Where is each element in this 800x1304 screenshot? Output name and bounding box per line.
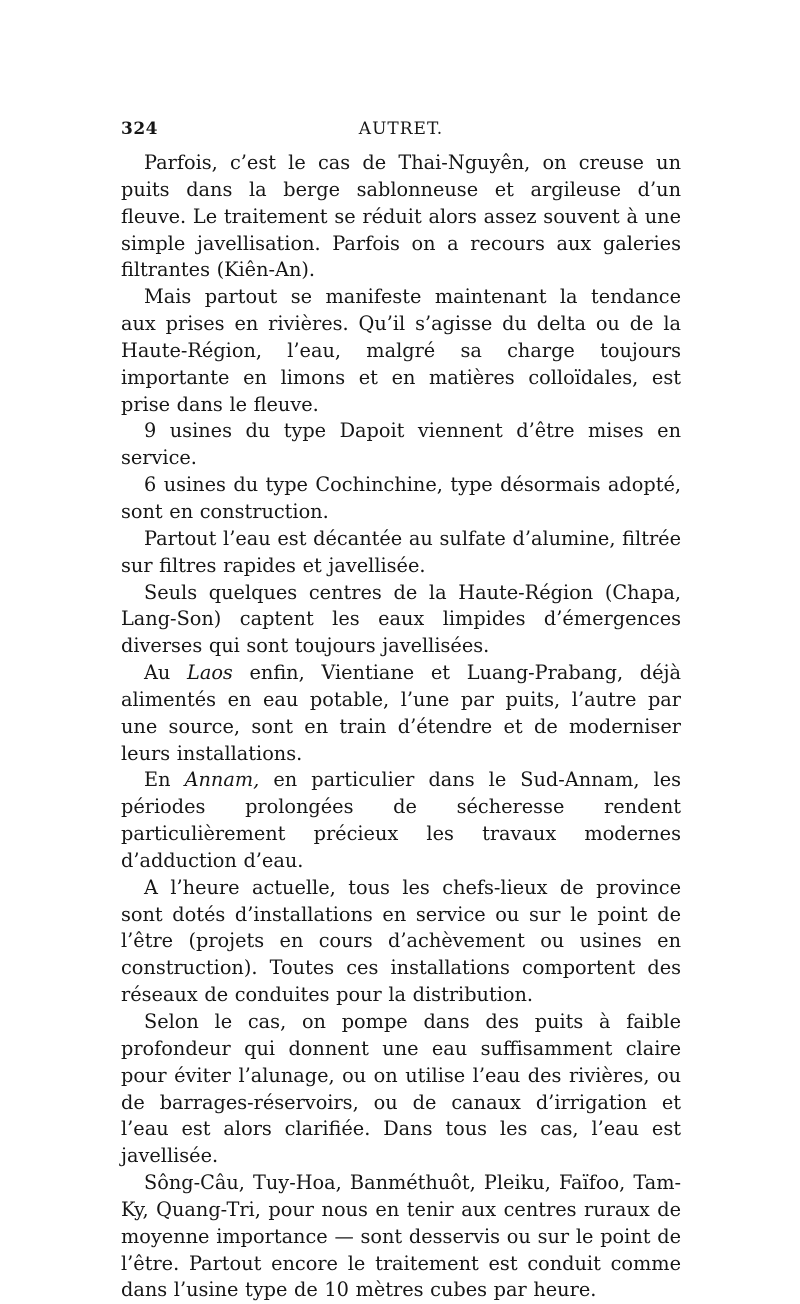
paragraph-river-intakes: Mais partout se manifeste maintenant la tendance aux prises en rivières. Qu’il s’agisse du delta ou de la Haute-Région, l’eau, malgré sa charge toujours importante en limons et en matières colloïdales, est prise dans le fleuve. <box>121 285 681 416</box>
paragraph-haute-region: Seuls quelques centres de la Haute-Région (Chapa, Lang-Son) captent les eaux limpides d’émergences diverses qui sont toujours javellisées. <box>121 580 681 658</box>
laos-italic: Laos <box>187 661 233 685</box>
paragraph-treatment: Partout l’eau est décantée au sulfate d’alumine, filtrée sur filtres rapides et javellisée. <box>121 526 681 577</box>
body-text <box>121 150 681 1304</box>
paragraph-provincial-capitals: A l’heure actuelle, tous les chefs-lieux de province sont dotés d’installations en service ou sur le point de l’être (projets en cours d’achèvement ou usines en construction). Toutes ces installations comportent des réseaux de conduites pour la distribution. <box>121 875 681 1007</box>
running-title-author: AUTRET. <box>358 119 444 139</box>
book-page <box>121 0 682 1302</box>
paragraph-dapoit-plants: 9 usines du type Dapoit viennent d’être mises en service. <box>121 419 681 470</box>
paragraph-cochinchine-plants: 6 usines du type Cochinchine, type désormais adopté, sont en construction. <box>121 473 681 523</box>
paragraph-annam-rest: en particulier dans le Sud-Annam, les périodes prolongées de sécheresse rendent particulièrement précieux les travaux modernes d’adduction d’eau. <box>121 768 682 872</box>
page-number: 324 <box>121 119 158 139</box>
paragraph-annam <box>121 767 681 874</box>
annam-italic: Annam, <box>184 768 260 792</box>
paragraph-rural-centres: Sông-Câu, Tuy-Hoa, Banméthuôt, Pleiku, Faïfoo, Tam-Ky, Quang-Tri, pour nous en tenir aux centres ruraux de moyenne importance — sont desservis ou sur le point de l’être. Partout encore le traitement est conduit comme dans l’usine type de 10 mètres cubes par heure. <box>121 1171 681 1302</box>
running-header <box>121 117 681 141</box>
paragraph-laos-lead: Au <box>144 661 188 685</box>
paragraph-laos <box>121 660 681 767</box>
paragraph-thai-nguyen-wells: Parfois, c’est le cas de Thai-Nguyên, on creuse un puits dans la berge sablonneuse et argileuse d’un fleuve. Le traitement se réduit alors assez souvent à une simple javellisation. Parfois on a recours aux galeries filtrantes (Kiên-An). <box>121 151 681 282</box>
paragraph-annam-lead: En <box>144 768 185 792</box>
paragraph-pumping-methods: Selon le cas, on pompe dans des puits à faible profondeur qui donnent une eau suffisamment claire pour éviter l’alunage, ou on utilise l’eau des rivières, ou de barrages-réservoirs, ou de canaux d’irrigation et l’eau est alors clarifiée. Dans tous les cas, l’eau est javellisée. <box>121 1010 681 1168</box>
paragraph-laos-rest: enfin, Vientiane et Luang-Prabang, déjà alimentés en eau potable, l’une par puits, l’autre par une source, sont en train d’étendre et de moderniser leurs installations. <box>121 661 681 765</box>
